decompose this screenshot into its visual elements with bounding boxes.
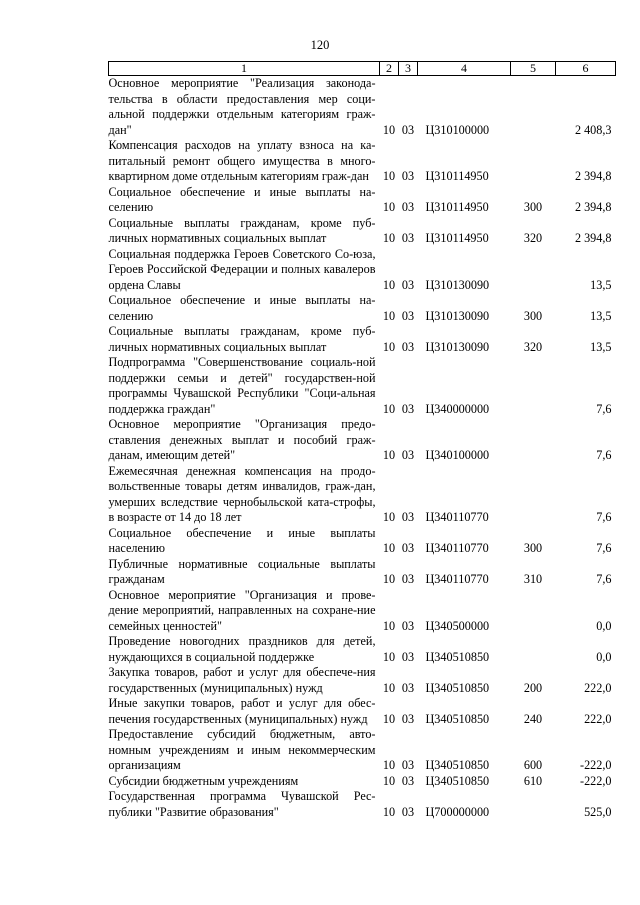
row-name-cell: Социальное обеспечение и иные выплаты на-селению <box>108 184 376 214</box>
row-name-cell: Подпрограмма "Совершенствование социаль-ной поддержки семьи и детей" государствен-ной программы Чувашской Республики "Соци-альная поддержка граждан" <box>108 355 376 416</box>
row-subsection-cell: 03 <box>401 277 415 292</box>
table-row <box>109 293 616 324</box>
row-subsection-cell: 03 <box>401 804 415 819</box>
row-section-cell: 10 <box>382 200 396 214</box>
row-name-cell: Социальные выплаты гражданам, кроме пуб-личных нормативных социальных выплат <box>108 215 376 245</box>
table-row <box>109 355 616 417</box>
row-section-cell: 10 <box>382 804 396 819</box>
row-section-cell: 10 <box>382 758 396 772</box>
row-expense-type-cell <box>511 247 556 294</box>
row-subsection-cell: 03 <box>401 541 415 555</box>
row-subsection-cell: 03 <box>401 618 415 633</box>
row-expense-type-cell <box>511 138 556 185</box>
row-amount-cell: 222,0 <box>584 680 612 695</box>
row-target-code-cell: Ц340110770 <box>425 572 489 586</box>
row-target-code-cell: Ц310114950 <box>425 200 489 214</box>
row-amount-cell: 13,5 <box>590 308 612 323</box>
row-name-cell: Иные закупки товаров, работ и услуг для обес-печения государственных (муниципальных) нужд <box>108 696 376 726</box>
row-name-cell: Проведение новогодних праздников для детей, нуждающихся в социальной поддержке <box>108 634 376 664</box>
table-row <box>109 665 616 696</box>
row-amount-cell: 2 394,8 <box>574 231 612 245</box>
row-subsection-cell: 03 <box>401 649 415 664</box>
row-section-cell: 10 <box>382 277 396 292</box>
row-name-cell: Государственная программа Чувашской Рес-публики "Развитие образования" <box>108 789 376 819</box>
row-expense-type-cell: 320 <box>523 231 543 245</box>
table-header <box>109 62 616 76</box>
row-name-cell: Социальные выплаты гражданам, кроме пуб-личных нормативных социальных выплат <box>108 324 376 354</box>
table-row <box>109 789 616 820</box>
row-section-cell: 10 <box>382 649 396 664</box>
row-name-cell: Социальное обеспечение и иные выплаты населению <box>108 525 376 555</box>
row-name-cell: Социальное обеспечение и иные выплаты на-селению <box>108 293 376 323</box>
row-subsection-cell: 03 <box>401 339 415 354</box>
row-expense-type-cell: 300 <box>523 200 543 214</box>
row-subsection-cell: 03 <box>401 401 415 416</box>
table-row <box>109 588 616 635</box>
table-row <box>109 185 616 216</box>
row-name-cell: Основное мероприятие "Организация и прове-дение мероприятий, направленных на сохране-ние семейных ценностей" <box>108 587 376 633</box>
row-expense-type-cell: 320 <box>523 339 543 354</box>
row-target-code-cell: Ц340510850 <box>425 680 490 695</box>
row-target-code-cell: Ц340110770 <box>425 510 489 524</box>
row-expense-type-cell: 300 <box>523 308 543 323</box>
row-section-cell: 10 <box>382 510 396 524</box>
row-expense-type-cell <box>511 588 556 635</box>
row-amount-cell: 13,5 <box>590 339 612 354</box>
row-amount-cell: 7,6 <box>596 448 612 462</box>
table-row <box>109 324 616 355</box>
row-expense-type-cell: 610 <box>523 773 543 788</box>
row-target-code-cell: Ц310130090 <box>425 308 490 323</box>
row-subsection-cell: 03 <box>401 308 415 323</box>
budget-table <box>108 61 616 820</box>
table-row <box>109 247 616 294</box>
row-expense-type-cell: 600 <box>523 758 543 772</box>
row-target-code-cell: Ц340510850 <box>425 649 490 664</box>
row-subsection-cell: 03 <box>401 758 415 772</box>
row-amount-cell: 2 394,8 <box>574 200 612 214</box>
row-expense-type-cell: 300 <box>523 541 543 555</box>
row-section-cell: 10 <box>382 711 396 726</box>
row-section-cell: 10 <box>382 448 396 462</box>
row-target-code-cell: Ц310130090 <box>425 277 490 292</box>
table-row <box>109 464 616 526</box>
row-amount-cell: 13,5 <box>590 277 612 292</box>
table-row <box>109 634 616 665</box>
row-name-cell: Ежемесячная денежная компенсация на продо-вольственные товары детям инвалидов, граж-дан, умерших вследствие чернобыльской ката-строфы, в возрасте от 14 до 18 лет <box>108 463 376 524</box>
column-header-expense-type: 5 <box>511 62 556 76</box>
table-row <box>109 216 616 247</box>
row-subsection-cell: 03 <box>401 122 415 137</box>
row-subsection-cell: 03 <box>401 510 415 524</box>
row-amount-cell: 0,0 <box>596 618 612 633</box>
table-row <box>109 138 616 185</box>
row-expense-type-cell <box>511 355 556 417</box>
row-section-cell: 10 <box>382 680 396 695</box>
row-subsection-cell: 03 <box>401 572 415 586</box>
row-target-code-cell: Ц340500000 <box>425 618 490 633</box>
row-subsection-cell: 03 <box>401 711 415 726</box>
row-name-cell: Компенсация расходов на уплату взноса на ка-питальный ремонт общего имущества в много-квартирном доме отдельным категориям граж-дан <box>108 138 376 183</box>
row-section-cell: 10 <box>382 122 396 137</box>
table-row <box>109 557 616 588</box>
row-amount-cell: 7,6 <box>596 510 612 524</box>
row-subsection-cell: 03 <box>401 169 415 183</box>
row-subsection-cell: 03 <box>401 680 415 695</box>
table-row <box>109 696 616 727</box>
row-target-code-cell: Ц310114950 <box>425 169 489 183</box>
row-target-code-cell: Ц340110770 <box>425 541 489 555</box>
row-target-code-cell: Ц310114950 <box>425 231 489 245</box>
table-row <box>109 774 616 790</box>
row-target-code-cell: Ц700000000 <box>425 804 490 819</box>
row-subsection-cell: 03 <box>401 231 415 245</box>
row-expense-type-cell <box>511 76 556 139</box>
page-number: 120 <box>310 38 330 52</box>
column-header-name: 1 <box>109 62 380 76</box>
row-target-code-cell: Ц340100000 <box>425 448 490 462</box>
column-header-subsection: 3 <box>399 62 418 76</box>
row-name-cell: Социальная поддержка Героев Советского Со-юза, Героев Российской Федерации и полных кавалеров ордена Славы <box>108 246 376 292</box>
table-body <box>109 76 616 821</box>
column-header-amount: 6 <box>556 62 616 76</box>
row-amount-cell: -222,0 <box>580 773 612 788</box>
row-name-cell: Предоставление субсидий бюджетным, авто-номным учреждениям и иным некоммерческим организациям <box>108 727 376 772</box>
row-expense-type-cell <box>511 789 556 820</box>
column-header-section: 2 <box>380 62 399 76</box>
row-amount-cell: 7,6 <box>596 401 612 416</box>
row-section-cell: 10 <box>382 308 396 323</box>
row-amount-cell: 0,0 <box>596 649 612 664</box>
row-amount-cell: 2 408,3 <box>574 122 612 137</box>
row-subsection-cell: 03 <box>401 448 415 462</box>
row-name-cell: Публичные нормативные социальные выплаты гражданам <box>108 556 376 586</box>
table-row <box>109 727 616 774</box>
row-target-code-cell: Ц310100000 <box>425 122 490 137</box>
row-target-code-cell: Ц340000000 <box>425 401 490 416</box>
row-section-cell: 10 <box>382 401 396 416</box>
column-header-target-code: 4 <box>418 62 511 76</box>
table-row <box>109 417 616 464</box>
table-row <box>109 76 616 139</box>
row-section-cell: 10 <box>382 169 396 183</box>
row-section-cell: 10 <box>382 618 396 633</box>
row-target-code-cell: Ц340510850 <box>425 758 490 772</box>
row-subsection-cell: 03 <box>401 200 415 214</box>
row-target-code-cell: Ц310130090 <box>425 339 490 354</box>
row-expense-type-cell: 240 <box>523 711 543 726</box>
row-expense-type-cell <box>511 634 556 665</box>
row-subsection-cell: 03 <box>401 773 415 788</box>
row-section-cell: 10 <box>382 339 396 354</box>
row-name-cell: Основное мероприятие "Реализация законода-тельства в области предоставления мер соци-альной поддержки отдельным категориям граж-дан" <box>108 76 376 137</box>
row-section-cell: 10 <box>382 773 396 788</box>
table-row <box>109 526 616 557</box>
row-amount-cell: 222,0 <box>584 711 612 726</box>
row-name-cell: Закупка товаров, работ и услуг для обеспече-ния государственных (муниципальных) нужд <box>108 665 376 695</box>
row-amount-cell: -222,0 <box>580 758 612 772</box>
row-amount-cell: 7,6 <box>596 572 612 586</box>
row-expense-type-cell <box>511 417 556 464</box>
row-target-code-cell: Ц340510850 <box>425 711 490 726</box>
row-section-cell: 10 <box>382 541 396 555</box>
row-name-cell: Субсидии бюджетным учреждениям <box>108 773 299 788</box>
row-name-cell: Основное мероприятие "Организация предо-ставления денежных выплат и пособий граж-данам, имеющим детей" <box>108 417 376 462</box>
row-amount-cell: 2 394,8 <box>574 169 612 183</box>
row-expense-type-cell <box>511 464 556 526</box>
row-expense-type-cell: 310 <box>523 572 543 586</box>
row-amount-cell: 7,6 <box>596 541 612 555</box>
row-expense-type-cell: 200 <box>523 680 543 695</box>
row-section-cell: 10 <box>382 572 396 586</box>
row-target-code-cell: Ц340510850 <box>425 773 490 788</box>
row-amount-cell: 525,0 <box>584 804 612 819</box>
row-section-cell: 10 <box>382 231 396 245</box>
